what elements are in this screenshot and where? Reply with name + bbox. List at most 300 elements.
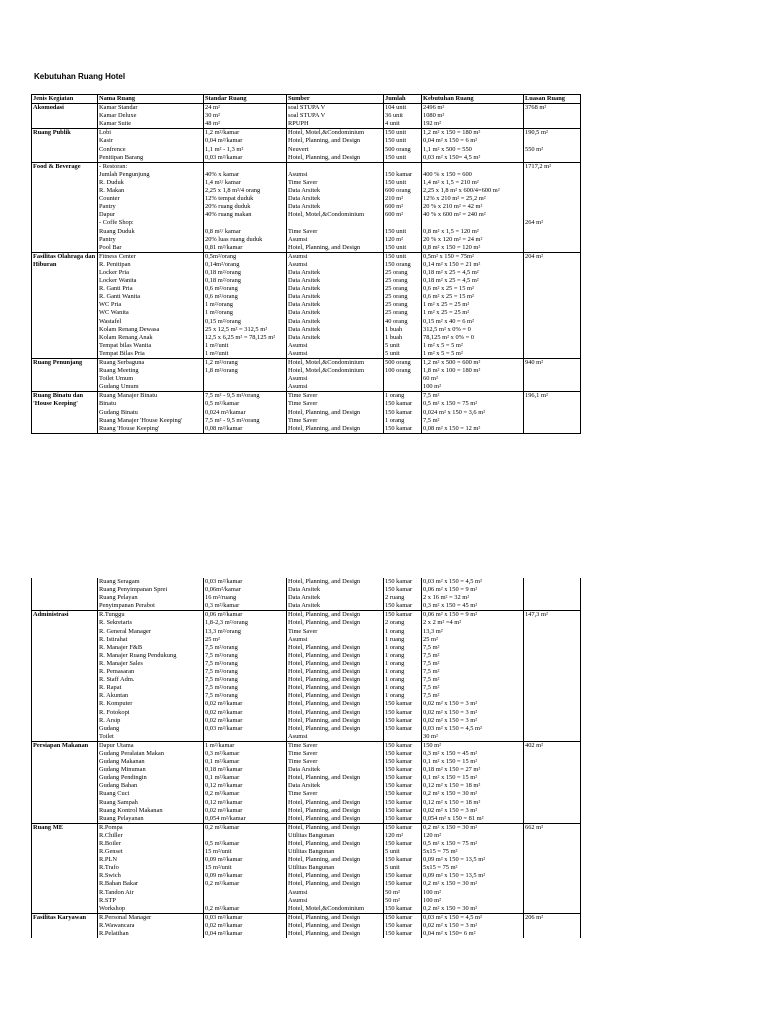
cell-nama-ruang: R.Personal Manager bbox=[98, 913, 204, 922]
cell-kebutuhan-ruang: 1,2 m² x 150 = 180 m² bbox=[422, 129, 524, 138]
cell-jumlah: 150 kamar bbox=[384, 725, 422, 733]
cell-sumber: Utilitas Bangunan bbox=[287, 864, 384, 872]
cell-luasan-ruang bbox=[524, 676, 581, 684]
cell-jumlah: 25 orang bbox=[384, 277, 422, 285]
cell-sumber: Time Saver bbox=[287, 750, 384, 758]
table-row bbox=[32, 326, 581, 334]
table-row bbox=[32, 417, 581, 425]
cell-luasan-ruang bbox=[524, 120, 581, 129]
cell-luasan-ruang bbox=[524, 832, 581, 840]
cell-luasan-ruang bbox=[524, 684, 581, 692]
cell-sumber: Hotel, Planning, and Design bbox=[287, 807, 384, 815]
table-row bbox=[32, 261, 581, 269]
cell-standar-ruang: 0,81 m²/kamar bbox=[204, 244, 287, 253]
cell-kebutuhan-ruang: 60 m² bbox=[422, 375, 524, 383]
cell-jenis-kegiatan: Administrasi bbox=[32, 611, 98, 620]
cell-nama-ruang: Gudang bbox=[98, 725, 204, 733]
cell-sumber: soal STUPA V bbox=[287, 112, 384, 120]
cell-standar-ruang: 1 m²/kamar bbox=[204, 741, 287, 750]
cell-nama-ruang: Ruang Seragam bbox=[98, 578, 204, 586]
table-row bbox=[32, 880, 581, 888]
cell-jumlah: 150 kamar bbox=[384, 823, 422, 832]
cell-luasan-ruang bbox=[524, 425, 581, 434]
cell-sumber: Hotel, Planning, and Design bbox=[287, 709, 384, 717]
table-row bbox=[32, 692, 581, 700]
table-row bbox=[32, 359, 581, 368]
cell-standar-ruang bbox=[204, 733, 287, 742]
cell-kebutuhan-ruang: 1,8 m² x 100 = 180 m² bbox=[422, 367, 524, 375]
cell-jumlah: 1 orang bbox=[384, 417, 422, 425]
table-row bbox=[32, 301, 581, 309]
cell-standar-ruang bbox=[204, 889, 287, 897]
cell-jenis-kegiatan bbox=[32, 425, 98, 434]
cell-jumlah: 25 orang bbox=[384, 269, 422, 277]
cell-jenis-kegiatan: Fasilitas Karyawan bbox=[32, 913, 98, 922]
cell-sumber: Time Saver bbox=[287, 228, 384, 236]
table-row bbox=[32, 219, 581, 227]
cell-luasan-ruang bbox=[524, 799, 581, 807]
cell-luasan-ruang bbox=[524, 277, 581, 285]
cell-nama-ruang: Kolam Renang Anak bbox=[98, 334, 204, 342]
cell-jenis-kegiatan bbox=[32, 660, 98, 668]
cell-sumber: RPUPH bbox=[287, 120, 384, 129]
table-row bbox=[32, 120, 581, 129]
cell-jenis-kegiatan bbox=[32, 636, 98, 644]
cell-sumber: Hotel, Planning, and Design bbox=[287, 611, 384, 620]
cell-jenis-kegiatan bbox=[32, 383, 98, 392]
cell-standar-ruang: 0,1 m²/kamar bbox=[204, 774, 287, 782]
cell-sumber bbox=[287, 219, 384, 227]
cell-jenis-kegiatan bbox=[32, 766, 98, 774]
cell-jumlah: 150 kamar bbox=[384, 750, 422, 758]
table-row bbox=[32, 293, 581, 301]
table-row bbox=[32, 309, 581, 317]
cell-sumber: Hotel, Planning, and Design bbox=[287, 922, 384, 930]
table-row bbox=[32, 236, 581, 244]
cell-sumber: Time Saver bbox=[287, 758, 384, 766]
cell-nama-ruang: Gudang Binatu bbox=[98, 409, 204, 417]
cell-luasan-ruang bbox=[524, 269, 581, 277]
cell-jumlah: 150 kamar bbox=[384, 782, 422, 790]
cell-jenis-kegiatan bbox=[32, 578, 98, 586]
cell-nama-ruang: R. General Manager bbox=[98, 628, 204, 636]
cell-sumber: Hotel, Planning, and Design bbox=[287, 799, 384, 807]
cell-luasan-ruang bbox=[524, 211, 581, 219]
cell-jenis-kegiatan bbox=[32, 790, 98, 798]
cell-nama-ruang: Penitipan Barang bbox=[98, 154, 204, 163]
cell-sumber: Hotel, Motel,&Condominium bbox=[287, 129, 384, 138]
cell-standar-ruang bbox=[204, 375, 287, 383]
cell-nama-ruang: R. Komputer bbox=[98, 700, 204, 708]
cell-jumlah bbox=[384, 375, 422, 383]
cell-standar-ruang: 0,04 m²/kamar bbox=[204, 930, 287, 938]
table-row bbox=[32, 700, 581, 708]
cell-jumlah: 150 kamar bbox=[384, 700, 422, 708]
cell-jumlah: 25 orang bbox=[384, 285, 422, 293]
cell-luasan-ruang bbox=[524, 326, 581, 334]
cell-nama-ruang: R. Makan bbox=[98, 187, 204, 195]
header-jenis-kegiatan: Jenis Kegiatan bbox=[32, 95, 98, 104]
table-row bbox=[32, 367, 581, 375]
cell-nama-ruang: Kamar Deluxe bbox=[98, 112, 204, 120]
table-row bbox=[32, 195, 581, 203]
cell-standar-ruang: 7,5 m²/orang bbox=[204, 652, 287, 660]
cell-kebutuhan-ruang: 0,5 m² x 150 = 75 m² bbox=[422, 840, 524, 848]
space-table-page-2 bbox=[31, 578, 581, 938]
cell-sumber: Data Arsitek bbox=[287, 318, 384, 326]
cell-jenis-kegiatan: Fasilitas Olahraga dan bbox=[32, 252, 98, 261]
cell-nama-ruang: R. Manajer F&B bbox=[98, 644, 204, 652]
table-row bbox=[32, 848, 581, 856]
cell-jumlah: 150 kamar bbox=[384, 741, 422, 750]
table-row bbox=[32, 285, 581, 293]
cell-standar-ruang: 24 m² bbox=[204, 104, 287, 113]
table-row bbox=[32, 913, 581, 922]
cell-kebutuhan-ruang: 1,1 m² x 500 = 550 bbox=[422, 146, 524, 154]
table-row bbox=[32, 611, 581, 620]
cell-nama-ruang: Binatu bbox=[98, 400, 204, 408]
cell-standar-ruang: 1 m²/unit bbox=[204, 350, 287, 359]
cell-standar-ruang: 1,8 m²/orang bbox=[204, 367, 287, 375]
cell-standar-ruang: 15 m²/unit bbox=[204, 848, 287, 856]
cell-sumber: Asumsi bbox=[287, 342, 384, 350]
cell-sumber: Hotel, Planning, and Design bbox=[287, 774, 384, 782]
table-row bbox=[32, 905, 581, 914]
cell-sumber: Hotel, Planning, and Design bbox=[287, 684, 384, 692]
cell-jumlah: 600 orang bbox=[384, 187, 422, 195]
cell-standar-ruang: 15 m²/unit bbox=[204, 864, 287, 872]
cell-sumber: Data Arsitek bbox=[287, 203, 384, 211]
cell-jenis-kegiatan bbox=[32, 219, 98, 227]
table-row bbox=[32, 758, 581, 766]
cell-standar-ruang: 0,09 m²/kamar bbox=[204, 872, 287, 880]
cell-jumlah: 150 kamar bbox=[384, 922, 422, 930]
table-row bbox=[32, 922, 581, 930]
cell-sumber: Hotel, Planning, and Design bbox=[287, 137, 384, 145]
table-row bbox=[32, 277, 581, 285]
cell-kebutuhan-ruang: 7,5 m² bbox=[422, 684, 524, 692]
cell-standar-ruang: 1,8-2,3 m²/orang bbox=[204, 619, 287, 627]
table-row bbox=[32, 350, 581, 359]
cell-kebutuhan-ruang: 100 m² bbox=[422, 897, 524, 905]
cell-jumlah: 150 kamar bbox=[384, 578, 422, 586]
cell-luasan-ruang: 662 m² bbox=[524, 823, 581, 832]
cell-jumlah: 150 kamar bbox=[384, 425, 422, 434]
cell-kebutuhan-ruang: 0,18 m² x 25 = 4,5 m² bbox=[422, 277, 524, 285]
cell-nama-ruang: Ruang Serbaguna bbox=[98, 359, 204, 368]
table-row bbox=[32, 644, 581, 652]
cell-sumber: Hotel, Motel,&Condominium bbox=[287, 211, 384, 219]
cell-nama-ruang: Gudang Bahan bbox=[98, 782, 204, 790]
cell-jumlah: 1 orang bbox=[384, 676, 422, 684]
cell-jenis-kegiatan bbox=[32, 586, 98, 594]
cell-standar-ruang: 7,5 m²/orang bbox=[204, 660, 287, 668]
cell-sumber: Hotel, Planning, and Design bbox=[287, 409, 384, 417]
cell-kebutuhan-ruang bbox=[422, 219, 524, 227]
cell-kebutuhan-ruang: 0,03 m² x 150 = 4,5 m² bbox=[422, 725, 524, 733]
cell-luasan-ruang bbox=[524, 367, 581, 375]
table-row bbox=[32, 409, 581, 417]
cell-luasan-ruang bbox=[524, 700, 581, 708]
cell-sumber: Data Arsitek bbox=[287, 293, 384, 301]
cell-sumber: Hotel, Planning, and Design bbox=[287, 578, 384, 586]
cell-sumber: Hotel, Planning, and Design bbox=[287, 652, 384, 660]
cell-sumber: Asumsi bbox=[287, 252, 384, 261]
cell-jenis-kegiatan bbox=[32, 897, 98, 905]
cell-nama-ruang: R.Bahan Bakar bbox=[98, 880, 204, 888]
cell-nama-ruang: Pantry bbox=[98, 203, 204, 211]
cell-sumber: Asumsi bbox=[287, 733, 384, 742]
cell-luasan-ruang bbox=[524, 848, 581, 856]
cell-jenis-kegiatan bbox=[32, 692, 98, 700]
cell-luasan-ruang bbox=[524, 154, 581, 163]
cell-jenis-kegiatan bbox=[32, 930, 98, 938]
cell-jenis-kegiatan bbox=[32, 725, 98, 733]
cell-sumber: Data Arsitek bbox=[287, 195, 384, 203]
cell-jenis-kegiatan bbox=[32, 922, 98, 930]
cell-kebutuhan-ruang: 0,14 m² x 150 = 21 m² bbox=[422, 261, 524, 269]
table-row bbox=[32, 334, 581, 342]
cell-jenis-kegiatan bbox=[32, 668, 98, 676]
cell-jenis-kegiatan bbox=[32, 684, 98, 692]
cell-jenis-kegiatan bbox=[32, 187, 98, 195]
cell-standar-ruang: 1 m²/unit bbox=[204, 342, 287, 350]
cell-kebutuhan-ruang: 12% x 210 m² = 25,2 m² bbox=[422, 195, 524, 203]
cell-jumlah: 5 unit bbox=[384, 848, 422, 856]
cell-kebutuhan-ruang: 0,2 m² x 150 = 30 m² bbox=[422, 823, 524, 832]
cell-nama-ruang: Confrence bbox=[98, 146, 204, 154]
cell-kebutuhan-ruang: 1 m² x 5 = 5 m² bbox=[422, 342, 524, 350]
cell-sumber: Hotel, Planning, and Design bbox=[287, 668, 384, 676]
cell-luasan-ruang bbox=[524, 790, 581, 798]
cell-jumlah: 5 unit bbox=[384, 342, 422, 350]
cell-nama-ruang: R.Pelatihan bbox=[98, 930, 204, 938]
cell-sumber: Hotel, Planning, and Design bbox=[287, 840, 384, 848]
cell-standar-ruang: 0,3 m²/kamar bbox=[204, 750, 287, 758]
header-kebutuhan-ruang: Kebutuhan Ruang bbox=[422, 95, 524, 104]
table-row bbox=[32, 807, 581, 815]
cell-nama-ruang: R. Sekretaris bbox=[98, 619, 204, 627]
cell-kebutuhan-ruang: 0,18 m² x 25 = 4,5 m² bbox=[422, 269, 524, 277]
cell-luasan-ruang bbox=[524, 301, 581, 309]
table-row bbox=[32, 171, 581, 179]
cell-jenis-kegiatan: Ruang Binatu dan bbox=[32, 392, 98, 401]
cell-standar-ruang: 1,2 m²/kamar bbox=[204, 129, 287, 138]
table-row bbox=[32, 586, 581, 594]
cell-sumber: Time Saver bbox=[287, 179, 384, 187]
cell-nama-ruang: Ruang Manajer Binatu bbox=[98, 392, 204, 401]
cell-kebutuhan-ruang: 7,5 m² bbox=[422, 660, 524, 668]
cell-jumlah: 40 orang bbox=[384, 318, 422, 326]
table-row bbox=[32, 244, 581, 253]
cell-jenis-kegiatan: Hiburan bbox=[33, 260, 57, 268]
table-row bbox=[32, 146, 581, 154]
cell-kebutuhan-ruang: 1 m² x 5 = 5 m² bbox=[422, 350, 524, 359]
cell-jumlah: 5 unit bbox=[384, 350, 422, 359]
cell-kebutuhan-ruang bbox=[422, 162, 524, 171]
cell-jumlah: 150 kamar bbox=[384, 611, 422, 620]
cell-sumber bbox=[287, 162, 384, 171]
cell-nama-ruang: R.Genset bbox=[98, 848, 204, 856]
cell-kebutuhan-ruang: 0,6 m² x 25 = 15 m² bbox=[422, 293, 524, 301]
cell-jenis-kegiatan bbox=[32, 619, 98, 627]
cell-jumlah: 150 unit bbox=[384, 129, 422, 138]
cell-jenis-kegiatan bbox=[32, 137, 98, 145]
cell-luasan-ruang bbox=[524, 930, 581, 938]
cell-sumber: Hotel, Planning, and Design bbox=[287, 660, 384, 668]
cell-jumlah: 150 kamar bbox=[384, 717, 422, 725]
cell-jenis-kegiatan bbox=[32, 832, 98, 840]
cell-luasan-ruang bbox=[524, 668, 581, 676]
cell-kebutuhan-ruang: 2,25 x 1,8 m² x 600/4=600 m² bbox=[422, 187, 524, 195]
cell-kebutuhan-ruang: 1 m² x 25 = 25 m² bbox=[422, 309, 524, 317]
cell-jenis-kegiatan bbox=[32, 594, 98, 602]
cell-jumlah: 2 orang bbox=[384, 619, 422, 627]
cell-nama-ruang: Ruang Pelayanan bbox=[98, 815, 204, 824]
cell-nama-ruang: Gudang Peralatan Makan bbox=[98, 750, 204, 758]
cell-nama-ruang: Ruang Manajer 'House Keeping' bbox=[98, 417, 204, 425]
cell-luasan-ruang bbox=[524, 750, 581, 758]
cell-nama-ruang: R. Istirahat bbox=[98, 636, 204, 644]
cell-nama-ruang: R.Swich bbox=[98, 872, 204, 880]
cell-jenis-kegiatan bbox=[32, 112, 98, 120]
cell-nama-ruang: Pool Bar bbox=[98, 244, 204, 253]
cell-luasan-ruang: 206 m² bbox=[524, 913, 581, 922]
cell-jumlah: 1 orang bbox=[384, 644, 422, 652]
cell-standar-ruang: 2,25 x 1,8 m²/4 orang bbox=[204, 187, 287, 195]
cell-jenis-kegiatan bbox=[32, 889, 98, 897]
cell-jumlah: 50 m² bbox=[384, 897, 422, 905]
table-row bbox=[32, 228, 581, 236]
cell-nama-ruang: Dapur Utama bbox=[98, 741, 204, 750]
cell-luasan-ruang bbox=[524, 905, 581, 914]
cell-standar-ruang: 0,12 m²/kamar bbox=[204, 799, 287, 807]
cell-standar-ruang: 0,08 m²/kamar bbox=[204, 425, 287, 434]
cell-kebutuhan-ruang: 120 m² bbox=[422, 832, 524, 840]
cell-sumber: soal STUPA V bbox=[287, 104, 384, 113]
cell-jumlah: 150 kamar bbox=[384, 400, 422, 408]
cell-jenis-kegiatan bbox=[32, 146, 98, 154]
cell-jenis-kegiatan bbox=[32, 342, 98, 350]
cell-sumber: Hotel, Planning, and Design bbox=[287, 676, 384, 684]
cell-standar-ruang: 7,5 m²/orang bbox=[204, 668, 287, 676]
table-row bbox=[32, 660, 581, 668]
cell-luasan-ruang bbox=[524, 586, 581, 594]
cell-kebutuhan-ruang: 7,5 m² bbox=[422, 676, 524, 684]
cell-kebutuhan-ruang: 0,04 m² x 150= 6 m² bbox=[422, 930, 524, 938]
cell-standar-ruang: 16 m²/ruang bbox=[204, 594, 287, 602]
cell-sumber: Hotel, Planning, and Design bbox=[287, 815, 384, 824]
cell-kebutuhan-ruang: 0,2 m² x 150 = 30 m² bbox=[422, 880, 524, 888]
cell-kebutuhan-ruang: 0,04 m² x 150 = 6 m² bbox=[422, 137, 524, 145]
cell-jenis-kegiatan bbox=[32, 815, 98, 824]
cell-nama-ruang: Ruang 'House Keeping' bbox=[98, 425, 204, 434]
cell-sumber: Data Arsitek bbox=[287, 766, 384, 774]
cell-nama-ruang: Fitness Center bbox=[98, 252, 204, 261]
cell-kebutuhan-ruang: 7,5 m² bbox=[422, 692, 524, 700]
cell-kebutuhan-ruang: 7,5 m² bbox=[422, 644, 524, 652]
cell-sumber: Asumsi bbox=[287, 236, 384, 244]
cell-sumber: Hotel, Planning, and Design bbox=[287, 619, 384, 627]
cell-sumber: Asumsi bbox=[287, 350, 384, 359]
cell-nama-ruang: WC Wanita bbox=[98, 309, 204, 317]
cell-nama-ruang: Toilet bbox=[98, 733, 204, 742]
cell-sumber: Asumsi bbox=[287, 383, 384, 392]
cell-jenis-kegiatan bbox=[32, 350, 98, 359]
cell-kebutuhan-ruang: 2496 m² bbox=[422, 104, 524, 113]
cell-sumber: Hotel, Motel,&Condominium bbox=[287, 905, 384, 914]
cell-kebutuhan-ruang: 0,03 m² x 150 = 4,5 m² bbox=[422, 913, 524, 922]
cell-kebutuhan-ruang: 25 m² bbox=[422, 636, 524, 644]
cell-kebutuhan-ruang: 0,2 m² x 150 = 30 m² bbox=[422, 905, 524, 914]
cell-nama-ruang: Workshop bbox=[98, 905, 204, 914]
cell-jenis-kegiatan bbox=[32, 318, 98, 326]
cell-nama-ruang: Gudang Pendingin bbox=[98, 774, 204, 782]
cell-sumber: Data Arsitek bbox=[287, 602, 384, 611]
cell-standar-ruang: 7,5 m² - 9,5 m²/orang bbox=[204, 392, 287, 401]
table-row bbox=[32, 799, 581, 807]
cell-jenis-kegiatan bbox=[32, 293, 98, 301]
cell-jumlah bbox=[384, 383, 422, 392]
cell-nama-ruang: Ruang Cuci bbox=[98, 790, 204, 798]
cell-jumlah: 150 kamar bbox=[384, 758, 422, 766]
cell-nama-ruang: Locker Pria bbox=[98, 269, 204, 277]
table-row bbox=[32, 840, 581, 848]
cell-luasan-ruang bbox=[524, 602, 581, 611]
header-standar-ruang: Standar Ruang bbox=[204, 95, 287, 104]
cell-nama-ruang: R.STP bbox=[98, 897, 204, 905]
cell-luasan-ruang bbox=[524, 717, 581, 725]
cell-jenis-kegiatan bbox=[32, 733, 98, 742]
cell-jenis-kegiatan bbox=[32, 277, 98, 285]
cell-luasan-ruang bbox=[524, 203, 581, 211]
cell-nama-ruang: Kolam Renang Dewasa bbox=[98, 326, 204, 334]
cell-sumber: Hotel, Planning, and Design bbox=[287, 823, 384, 832]
table-row bbox=[32, 203, 581, 211]
cell-nama-ruang: - Restoran: bbox=[98, 162, 204, 171]
cell-jumlah: 1 orang bbox=[384, 392, 422, 401]
cell-jenis-kegiatan bbox=[32, 644, 98, 652]
cell-jenis-kegiatan: Ruang ME bbox=[32, 823, 98, 832]
cell-standar-ruang: 0,02 m²/kamar bbox=[204, 807, 287, 815]
cell-luasan-ruang bbox=[524, 318, 581, 326]
cell-luasan-ruang bbox=[524, 864, 581, 872]
cell-kebutuhan-ruang: 312,5 m² x 0% = 0 bbox=[422, 326, 524, 334]
cell-jumlah: 150 kamar bbox=[384, 930, 422, 938]
cell-jumlah: 25 orang bbox=[384, 301, 422, 309]
table-row bbox=[32, 889, 581, 897]
cell-jumlah: 150 kamar bbox=[384, 905, 422, 914]
cell-standar-ruang: 0,8 m²/ kamar bbox=[204, 228, 287, 236]
cell-kebutuhan-ruang: 400 % x 150 = 600 bbox=[422, 171, 524, 179]
cell-jenis-kegiatan bbox=[32, 799, 98, 807]
cell-luasan-ruang bbox=[524, 137, 581, 145]
cell-jenis-kegiatan bbox=[32, 774, 98, 782]
cell-jumlah: 1 orang bbox=[384, 668, 422, 676]
cell-luasan-ruang bbox=[524, 334, 581, 342]
cell-nama-ruang: WC Pria bbox=[98, 301, 204, 309]
cell-luasan-ruang bbox=[524, 807, 581, 815]
cell-standar-ruang: 7,5 m²/orang bbox=[204, 644, 287, 652]
table-row bbox=[32, 619, 581, 627]
table-row bbox=[32, 179, 581, 187]
cell-sumber: Asumsi bbox=[287, 897, 384, 905]
cell-kebutuhan-ruang: 0,054 m² x 150 = 81 m² bbox=[422, 815, 524, 824]
cell-sumber: Hotel, Planning, and Design bbox=[287, 154, 384, 163]
cell-luasan-ruang bbox=[524, 179, 581, 187]
cell-jenis-kegiatan bbox=[32, 203, 98, 211]
cell-jenis-kegiatan bbox=[32, 700, 98, 708]
